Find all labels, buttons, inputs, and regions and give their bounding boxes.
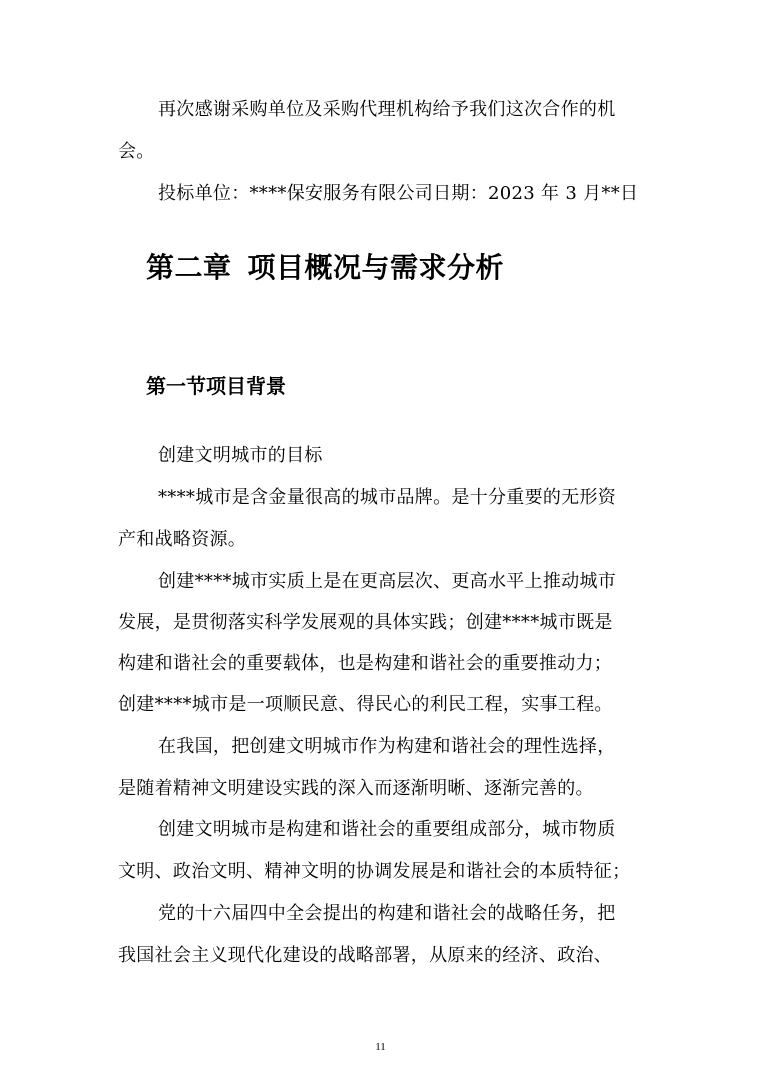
paragraph-line: 发展，是贯彻落实科学发展观的具体实践；创建****城市既是 bbox=[118, 612, 613, 633]
paragraph-line: 创建****城市是一项顺民意、得民心的利民工程，实事工程。 bbox=[118, 694, 613, 715]
paragraph-line: 文明、政治文明、精神文明的协调发展是和谐社会的本质特征； bbox=[118, 861, 631, 882]
chapter-number: 第二章 bbox=[146, 251, 232, 284]
paragraph-line: 创建文明城市的目标 bbox=[158, 445, 323, 466]
paragraph-line: 党的十六届四中全会提出的构建和谐社会的战略任务，把 bbox=[158, 903, 616, 924]
signature-line: 投标单位：****保安服务有限公司日期：2023 年 3 月**日 bbox=[158, 183, 639, 204]
paragraph-line: 在我国，把创建文明城市作为构建和谐社会的理性选择， bbox=[158, 736, 616, 757]
page-number: 11 bbox=[375, 1041, 386, 1053]
paragraph-line: 创建****城市实质上是在更高层次、更高水平上推动城市 bbox=[158, 571, 617, 592]
paragraph-line: 创建文明城市是构建和谐社会的重要组成部分，城市物质 bbox=[158, 819, 616, 840]
paragraph-line: 是随着精神文明建设实践的深入而逐渐明晰、逐渐完善的。 bbox=[118, 778, 594, 799]
paragraph-line: 构建和谐社会的重要载体，也是构建和谐社会的重要推动力； bbox=[118, 653, 613, 674]
intro-line-1: 再次感谢采购单位及采购代理机构给予我们这次合作的机 bbox=[158, 99, 616, 120]
intro-line-2: 会。 bbox=[118, 141, 155, 162]
chapter-heading bbox=[146, 250, 504, 286]
chapter-title: 项目概况与需求分析 bbox=[247, 251, 505, 284]
section-heading: 第一节项目背景 bbox=[146, 374, 286, 398]
paragraph-line: ****城市是含金量很高的城市品牌。是十分重要的无形资 bbox=[158, 487, 617, 508]
paragraph-line: 产和战略资源。 bbox=[118, 529, 247, 550]
paragraph-line: 我国社会主义现代化建设的战略部署，从原来的经济、政治、 bbox=[118, 945, 613, 966]
